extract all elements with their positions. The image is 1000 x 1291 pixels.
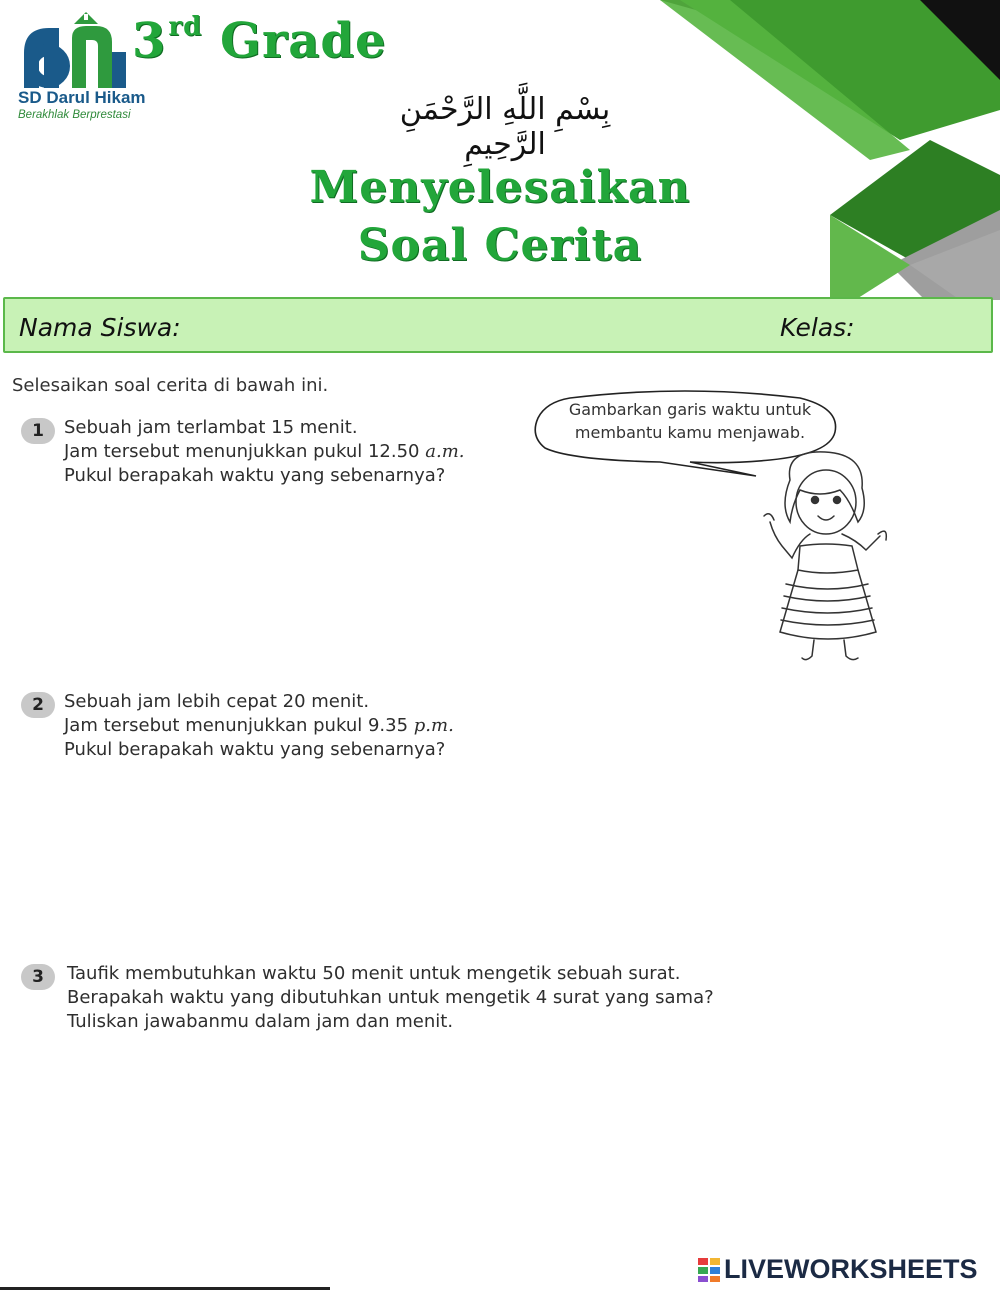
question-2-line2-text: Jam tersebut menunjukkan pukul 9.35 bbox=[64, 715, 409, 736]
worksheet-title-line2: Soal Cerita bbox=[357, 220, 643, 271]
basmalah-calligraphy: بِسْمِ اللَّهِ الرَّحْمَنِ الرَّحِيمِ bbox=[399, 92, 611, 162]
school-logo-icon bbox=[14, 8, 134, 88]
student-info-bar bbox=[3, 297, 993, 353]
question-3-line2: Berapakah waktu yang dibutuhkan untuk mengetik 4 surat yang sama? bbox=[67, 987, 714, 1008]
question-3 bbox=[67, 962, 714, 1034]
question-2-line2 bbox=[64, 714, 454, 738]
grade-word: Grade bbox=[220, 13, 387, 69]
student-name-label: Nama Siswa: bbox=[19, 313, 181, 342]
grade-heading bbox=[132, 12, 387, 69]
question-3-line3: Tuliskan jawabanmu dalam jam dan menit. bbox=[67, 1011, 454, 1032]
question-2-answer-area[interactable] bbox=[64, 775, 924, 945]
class-label: Kelas: bbox=[780, 313, 855, 342]
question-1-line2-text: Jam tersebut menunjukkan pukul 12.50 bbox=[64, 441, 420, 462]
question-1-line2 bbox=[64, 440, 464, 464]
question-2-number: 2 bbox=[21, 692, 55, 718]
class-field[interactable] bbox=[875, 307, 985, 345]
question-1-answer-area[interactable] bbox=[64, 500, 724, 680]
question-2-line3: Pukul berapakah waktu yang sebenarnya? bbox=[64, 739, 446, 760]
worksheet-title-line1: Menyelesaikan bbox=[309, 162, 691, 213]
school-tagline: Berakhlak Berprestasi bbox=[18, 109, 131, 121]
question-2-time-suffix: p.m. bbox=[413, 715, 454, 736]
liveworksheets-brand: LIVEWORKSHEETS bbox=[724, 1254, 978, 1284]
question-3-answer-area[interactable] bbox=[67, 1050, 927, 1230]
question-2 bbox=[64, 690, 454, 762]
liveworksheets-logo-icon bbox=[698, 1258, 720, 1282]
bottom-divider bbox=[0, 1287, 330, 1290]
question-3-number: 3 bbox=[21, 964, 55, 990]
question-1-number: 1 bbox=[21, 418, 55, 444]
question-1-line3: Pukul berapakah waktu yang sebenarnya? bbox=[64, 465, 446, 486]
instruction-text: Selesaikan soal cerita di bawah ini. bbox=[12, 375, 329, 396]
question-3-line1: Taufik membutuhkan waktu 50 menit untuk mengetik sebuah surat. bbox=[67, 963, 681, 984]
school-name: SD Darul Hikam bbox=[18, 88, 146, 107]
question-1-time-suffix: a.m. bbox=[425, 441, 465, 462]
grade-suffix: rd bbox=[168, 12, 203, 42]
speech-bubble-line2: membantu kamu menjawab. bbox=[574, 423, 806, 442]
student-name-field[interactable] bbox=[205, 307, 765, 345]
speech-bubble-line1: Gambarkan garis waktu untuk bbox=[568, 400, 812, 419]
grade-number: 3 bbox=[132, 13, 167, 69]
girl-illustration bbox=[740, 450, 910, 670]
question-2-line1: Sebuah jam lebih cepat 20 menit. bbox=[64, 691, 370, 712]
question-1 bbox=[64, 416, 464, 488]
speech-bubble-text bbox=[550, 398, 830, 444]
question-1-line1: Sebuah jam terlambat 15 menit. bbox=[64, 417, 358, 438]
